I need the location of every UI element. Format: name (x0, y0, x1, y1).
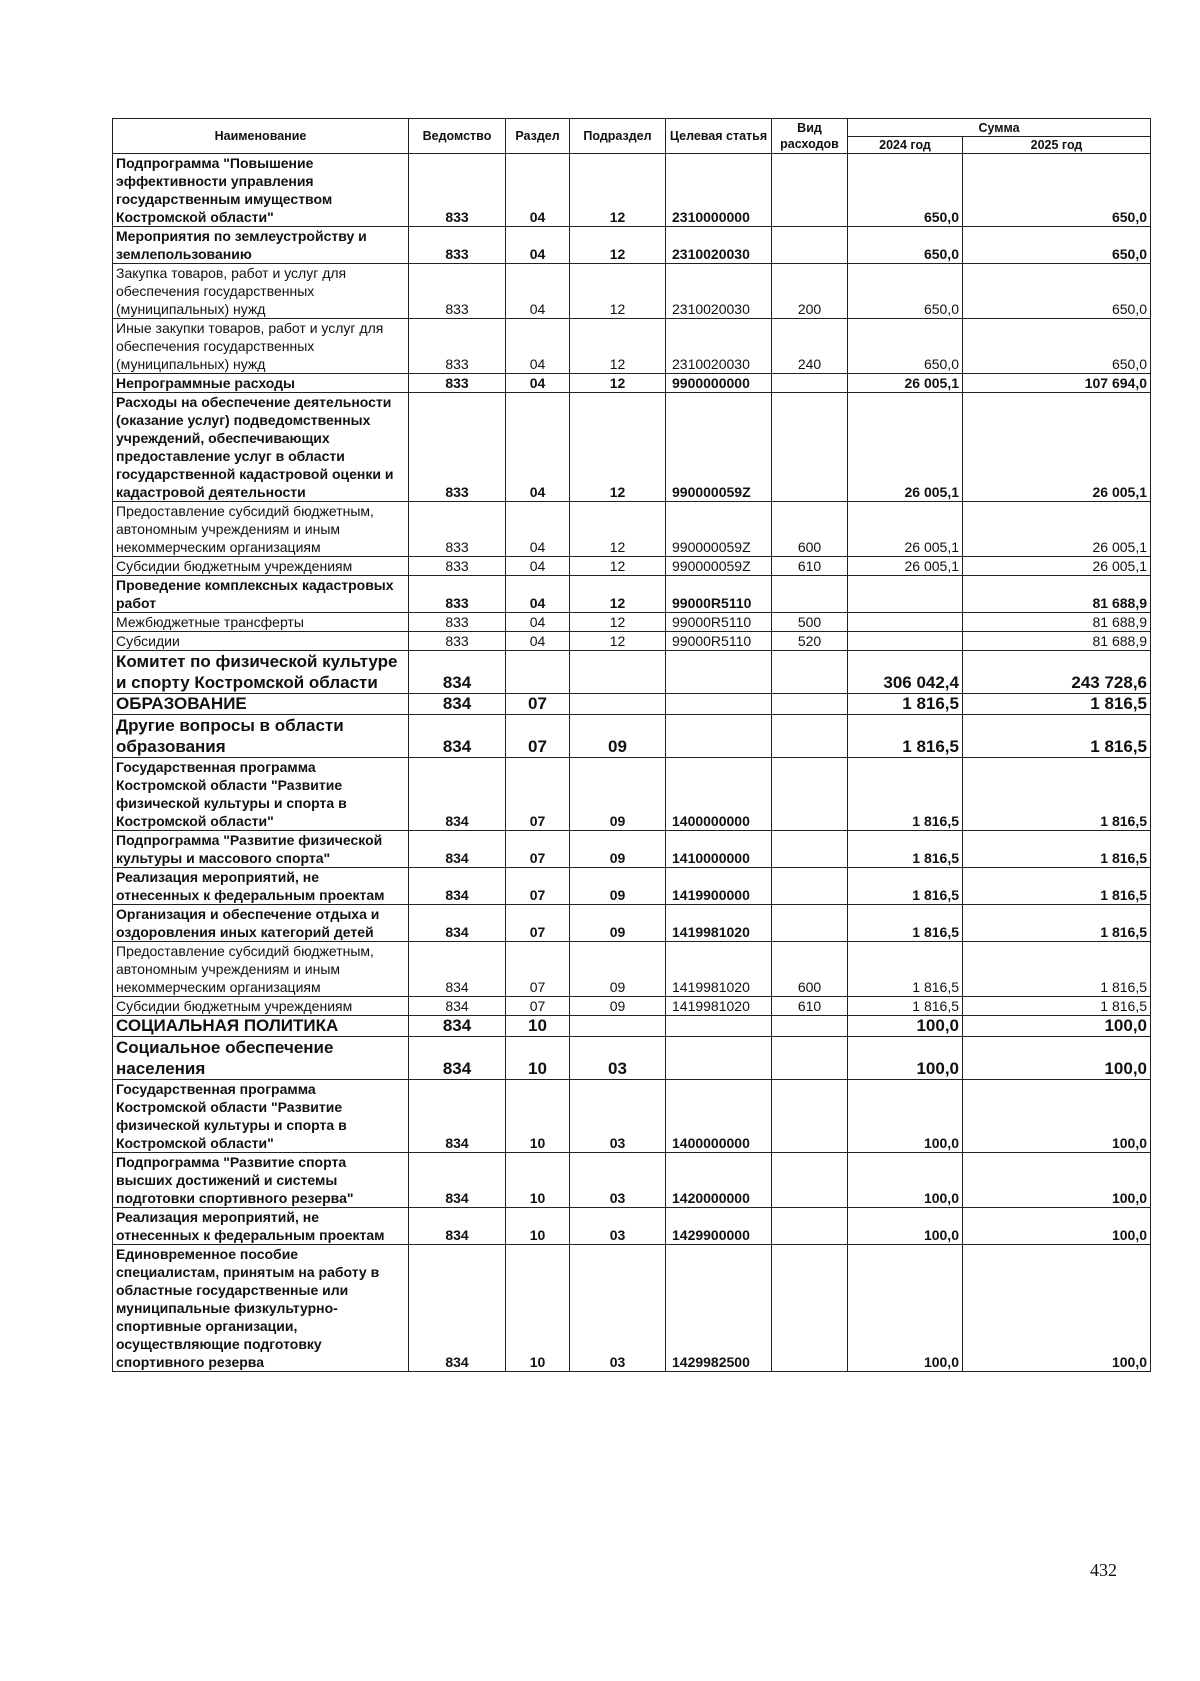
row-sum-2025-cell: 26 005,1 (963, 557, 1151, 576)
row-expense-type-cell: 610 (772, 557, 848, 576)
row-name-cell: Проведение комплексных кадастровых работ (113, 576, 409, 613)
row-sum-2024-cell: 650,0 (848, 227, 963, 264)
row-section-cell: 07 (506, 831, 570, 868)
row-subsection-cell: 12 (570, 557, 666, 576)
row-sum-2025-cell: 650,0 (963, 319, 1151, 374)
row-subsection-cell: 09 (570, 905, 666, 942)
row-name-cell: Подпрограмма "Развитие спорта высших достижений и системы подготовки спортивного резерва" (113, 1153, 409, 1208)
row-department-cell: 833 (409, 154, 506, 227)
row-sum-2025-cell: 1 816,5 (963, 997, 1151, 1016)
row-expense-type-cell (772, 1245, 848, 1372)
row-sum-2025-cell: 243 728,6 (963, 651, 1151, 694)
row-name-cell: Реализация мероприятий, не отнесенных к федеральным проектам (113, 1208, 409, 1245)
header-year-2024: 2024 год (848, 137, 963, 154)
row-expense-type-cell (772, 715, 848, 758)
row-sum-2024-cell: 1 816,5 (848, 942, 963, 997)
row-expense-type-cell (772, 905, 848, 942)
page-number: 432 (1090, 1560, 1117, 1580)
row-department-cell: 834 (409, 997, 506, 1016)
row-target-article-cell: 990000059Z (666, 393, 772, 502)
row-expense-type-cell (772, 651, 848, 694)
row-name-cell: Иные закупки товаров, работ и услуг для обеспечения государственных (муниципальных) нужд (113, 319, 409, 374)
row-sum-2025-cell: 100,0 (963, 1037, 1151, 1080)
row-sum-2024-cell: 650,0 (848, 154, 963, 227)
row-department-cell: 834 (409, 694, 506, 715)
row-target-article-cell: 9900000000 (666, 374, 772, 393)
row-subsection-cell: 12 (570, 374, 666, 393)
row-name-cell: Субсидии бюджетным учреждениям (113, 557, 409, 576)
row-name-cell: Межбюджетные трансферты (113, 613, 409, 632)
header-year-2025: 2025 год (963, 137, 1151, 154)
row-department-cell: 834 (409, 1037, 506, 1080)
row-section-cell: 10 (506, 1208, 570, 1245)
row-target-article-cell (666, 715, 772, 758)
row-sum-2025-cell: 1 816,5 (963, 831, 1151, 868)
row-sum-2024-cell: 306 042,4 (848, 651, 963, 694)
row-sum-2024-cell: 1 816,5 (848, 694, 963, 715)
row-sum-2024-cell: 1 816,5 (848, 758, 963, 831)
row-expense-type-cell (772, 1080, 848, 1153)
row-sum-2024-cell: 26 005,1 (848, 393, 963, 502)
row-department-cell: 833 (409, 374, 506, 393)
row-sum-2024-cell: 100,0 (848, 1016, 963, 1037)
row-department-cell: 833 (409, 502, 506, 557)
header-subsection: Подраздел (570, 119, 666, 154)
table-row (113, 1080, 1151, 1153)
row-department-cell: 834 (409, 905, 506, 942)
row-section-cell: 07 (506, 758, 570, 831)
row-section-cell: 04 (506, 502, 570, 557)
row-section-cell: 04 (506, 576, 570, 613)
row-target-article-cell: 1419900000 (666, 868, 772, 905)
row-department-cell: 834 (409, 651, 506, 694)
row-target-article-cell: 990000059Z (666, 557, 772, 576)
row-subsection-cell: 03 (570, 1245, 666, 1372)
row-sum-2025-cell: 1 816,5 (963, 905, 1151, 942)
header-section: Раздел (506, 119, 570, 154)
row-sum-2024-cell: 1 816,5 (848, 905, 963, 942)
row-subsection-cell (570, 694, 666, 715)
row-target-article-cell: 990000059Z (666, 502, 772, 557)
row-section-cell: 10 (506, 1153, 570, 1208)
row-subsection-cell: 12 (570, 613, 666, 632)
row-sum-2024-cell: 650,0 (848, 264, 963, 319)
row-target-article-cell (666, 1037, 772, 1080)
row-department-cell: 833 (409, 557, 506, 576)
row-department-cell: 834 (409, 715, 506, 758)
row-target-article-cell: 1429900000 (666, 1208, 772, 1245)
table-row (113, 694, 1151, 715)
table-row (113, 154, 1151, 227)
row-name-cell: Единовременное пособие специалистам, принятым на работу в областные государственные или муниципальные физкультурно-спортивные организации, осуществляющие подготовку спортивного резерва (113, 1245, 409, 1372)
row-name-cell: Закупка товаров, работ и услуг для обеспечения государственных (муниципальных) нужд (113, 264, 409, 319)
row-target-article-cell: 1419981020 (666, 997, 772, 1016)
row-name-cell: Субсидии бюджетным учреждениям (113, 997, 409, 1016)
table-row (113, 1153, 1151, 1208)
row-name-cell: ОБРАЗОВАНИЕ (113, 694, 409, 715)
row-expense-type-cell (772, 227, 848, 264)
row-expense-type-cell (772, 576, 848, 613)
row-target-article-cell: 1420000000 (666, 1153, 772, 1208)
row-subsection-cell (570, 651, 666, 694)
row-subsection-cell: 03 (570, 1153, 666, 1208)
table-row (113, 557, 1151, 576)
row-subsection-cell: 12 (570, 632, 666, 651)
row-section-cell: 10 (506, 1080, 570, 1153)
table-row (113, 319, 1151, 374)
row-section-cell: 07 (506, 715, 570, 758)
table-row (113, 227, 1151, 264)
budget-table (112, 118, 1151, 1372)
row-name-cell: Организация и обеспечение отдыха и оздоровления иных категорий детей (113, 905, 409, 942)
row-name-cell: Субсидии (113, 632, 409, 651)
row-target-article-cell: 2310020030 (666, 227, 772, 264)
row-department-cell: 834 (409, 868, 506, 905)
row-subsection-cell: 03 (570, 1208, 666, 1245)
row-sum-2025-cell: 100,0 (963, 1208, 1151, 1245)
row-sum-2025-cell: 100,0 (963, 1245, 1151, 1372)
row-sum-2024-cell: 1 816,5 (848, 868, 963, 905)
row-section-cell: 07 (506, 868, 570, 905)
row-subsection-cell: 12 (570, 154, 666, 227)
row-sum-2024-cell: 1 816,5 (848, 831, 963, 868)
row-target-article-cell: 2310020030 (666, 319, 772, 374)
row-target-article-cell: 1419981020 (666, 942, 772, 997)
row-section-cell: 04 (506, 613, 570, 632)
row-subsection-cell: 12 (570, 502, 666, 557)
row-target-article-cell: 1410000000 (666, 831, 772, 868)
row-sum-2024-cell: 26 005,1 (848, 374, 963, 393)
row-subsection-cell: 09 (570, 868, 666, 905)
row-sum-2024-cell (848, 632, 963, 651)
row-expense-type-cell (772, 831, 848, 868)
row-expense-type-cell (772, 868, 848, 905)
row-name-cell: Подпрограмма "Повышение эффективности управления государственным имуществом Костромской области" (113, 154, 409, 227)
table-row (113, 905, 1151, 942)
row-sum-2025-cell: 650,0 (963, 227, 1151, 264)
row-section-cell: 10 (506, 1245, 570, 1372)
row-expense-type-cell (772, 1208, 848, 1245)
row-department-cell: 834 (409, 1080, 506, 1153)
row-section-cell (506, 651, 570, 694)
row-sum-2024-cell (848, 576, 963, 613)
row-expense-type-cell (772, 1153, 848, 1208)
row-department-cell: 834 (409, 1016, 506, 1037)
row-department-cell: 833 (409, 227, 506, 264)
table-row (113, 1208, 1151, 1245)
row-name-cell: Мероприятия по землеустройству и землепользованию (113, 227, 409, 264)
table-row (113, 942, 1151, 997)
row-sum-2025-cell: 1 816,5 (963, 758, 1151, 831)
header-sum: Сумма (848, 119, 1151, 137)
row-department-cell: 833 (409, 319, 506, 374)
row-sum-2024-cell: 1 816,5 (848, 997, 963, 1016)
row-sum-2025-cell: 1 816,5 (963, 868, 1151, 905)
row-department-cell: 833 (409, 632, 506, 651)
row-target-article-cell: 99000R5110 (666, 576, 772, 613)
row-sum-2024-cell: 100,0 (848, 1245, 963, 1372)
row-expense-type-cell (772, 694, 848, 715)
row-department-cell: 833 (409, 393, 506, 502)
row-expense-type-cell: 610 (772, 997, 848, 1016)
row-subsection-cell: 03 (570, 1080, 666, 1153)
row-sum-2025-cell: 650,0 (963, 154, 1151, 227)
table-row (113, 264, 1151, 319)
row-target-article-cell (666, 1016, 772, 1037)
table-row (113, 613, 1151, 632)
row-subsection-cell: 12 (570, 576, 666, 613)
row-name-cell: Предоставление субсидий бюджетным, автономным учреждениям и иным некоммерческим организациям (113, 942, 409, 997)
row-department-cell: 833 (409, 613, 506, 632)
row-sum-2024-cell: 100,0 (848, 1037, 963, 1080)
row-name-cell: Социальное обеспечение населения (113, 1037, 409, 1080)
row-section-cell: 04 (506, 154, 570, 227)
row-sum-2025-cell: 81 688,9 (963, 632, 1151, 651)
header-name: Наименование (113, 119, 409, 154)
row-section-cell: 04 (506, 632, 570, 651)
row-target-article-cell: 2310000000 (666, 154, 772, 227)
row-target-article-cell: 99000R5110 (666, 632, 772, 651)
row-section-cell: 04 (506, 557, 570, 576)
row-department-cell: 833 (409, 576, 506, 613)
row-section-cell: 07 (506, 905, 570, 942)
row-name-cell: Государственная программа Костромской области "Развитие физической культуры и спорта в Костромской области" (113, 1080, 409, 1153)
row-section-cell: 04 (506, 264, 570, 319)
row-expense-type-cell (772, 758, 848, 831)
row-expense-type-cell: 520 (772, 632, 848, 651)
row-section-cell: 04 (506, 319, 570, 374)
row-target-article-cell: 1419981020 (666, 905, 772, 942)
row-department-cell: 834 (409, 942, 506, 997)
row-sum-2025-cell: 26 005,1 (963, 502, 1151, 557)
table-row (113, 374, 1151, 393)
table-row (113, 1245, 1151, 1372)
row-sum-2025-cell: 100,0 (963, 1080, 1151, 1153)
table-row (113, 868, 1151, 905)
row-sum-2025-cell: 81 688,9 (963, 576, 1151, 613)
row-department-cell: 834 (409, 1208, 506, 1245)
table-row (113, 632, 1151, 651)
row-target-article-cell: 1429982500 (666, 1245, 772, 1372)
row-sum-2025-cell: 100,0 (963, 1153, 1151, 1208)
row-target-article-cell: 99000R5110 (666, 613, 772, 632)
row-sum-2024-cell: 26 005,1 (848, 502, 963, 557)
row-name-cell: Реализация мероприятий, не отнесенных к федеральным проектам (113, 868, 409, 905)
table-row (113, 576, 1151, 613)
table-row (113, 997, 1151, 1016)
row-subsection-cell: 12 (570, 264, 666, 319)
table-body (113, 154, 1151, 1372)
row-sum-2024-cell (848, 613, 963, 632)
row-subsection-cell: 09 (570, 758, 666, 831)
row-target-article-cell: 2310020030 (666, 264, 772, 319)
row-name-cell: Другие вопросы в области образования (113, 715, 409, 758)
row-subsection-cell (570, 1016, 666, 1037)
row-section-cell: 10 (506, 1037, 570, 1080)
row-expense-type-cell: 600 (772, 942, 848, 997)
row-subsection-cell: 03 (570, 1037, 666, 1080)
row-section-cell: 04 (506, 393, 570, 502)
row-name-cell: Комитет по физической культуре и спорту Костромской области (113, 651, 409, 694)
row-expense-type-cell (772, 374, 848, 393)
table-row (113, 831, 1151, 868)
budget-table-sheet (112, 118, 1150, 1372)
table-row (113, 502, 1151, 557)
row-sum-2025-cell: 650,0 (963, 264, 1151, 319)
row-expense-type-cell (772, 154, 848, 227)
row-name-cell: Непрограммные расходы (113, 374, 409, 393)
row-section-cell: 07 (506, 942, 570, 997)
table-row (113, 393, 1151, 502)
row-subsection-cell: 09 (570, 715, 666, 758)
row-expense-type-cell: 240 (772, 319, 848, 374)
row-expense-type-cell: 500 (772, 613, 848, 632)
row-sum-2024-cell: 100,0 (848, 1153, 963, 1208)
row-sum-2025-cell: 107 694,0 (963, 374, 1151, 393)
header-department: Ведомство (409, 119, 506, 154)
row-section-cell: 04 (506, 227, 570, 264)
row-expense-type-cell (772, 1037, 848, 1080)
row-department-cell: 834 (409, 831, 506, 868)
table-row (113, 715, 1151, 758)
row-target-article-cell: 1400000000 (666, 758, 772, 831)
row-name-cell: Расходы на обеспечение деятельности (оказание услуг) подведомственных учреждений, обеспечивающих предоставление услуг в области государственной кадастровой оценки и кадастровой деятельности (113, 393, 409, 502)
row-subsection-cell: 12 (570, 319, 666, 374)
row-section-cell: 04 (506, 374, 570, 393)
row-sum-2024-cell: 26 005,1 (848, 557, 963, 576)
row-sum-2025-cell: 1 816,5 (963, 942, 1151, 997)
row-name-cell: Предоставление субсидий бюджетным, автономным учреждениям и иным некоммерческим организациям (113, 502, 409, 557)
row-sum-2024-cell: 650,0 (848, 319, 963, 374)
row-target-article-cell (666, 651, 772, 694)
row-section-cell: 07 (506, 694, 570, 715)
row-subsection-cell: 12 (570, 393, 666, 502)
row-department-cell: 834 (409, 758, 506, 831)
row-sum-2025-cell: 1 816,5 (963, 694, 1151, 715)
row-department-cell: 834 (409, 1153, 506, 1208)
row-section-cell: 07 (506, 997, 570, 1016)
header-target-article: Целевая статья (666, 119, 772, 154)
row-sum-2025-cell: 81 688,9 (963, 613, 1151, 632)
row-sum-2024-cell: 100,0 (848, 1208, 963, 1245)
row-expense-type-cell (772, 393, 848, 502)
row-sum-2025-cell: 1 816,5 (963, 715, 1151, 758)
row-subsection-cell: 09 (570, 831, 666, 868)
row-name-cell: Подпрограмма "Развитие физической культуры и массового спорта" (113, 831, 409, 868)
table-row (113, 1016, 1151, 1037)
header-expense-type: Вид расходов (772, 119, 848, 154)
row-expense-type-cell (772, 1016, 848, 1037)
table-row (113, 1037, 1151, 1080)
row-department-cell: 833 (409, 264, 506, 319)
table-row (113, 758, 1151, 831)
row-target-article-cell (666, 694, 772, 715)
row-name-cell: СОЦИАЛЬНАЯ ПОЛИТИКА (113, 1016, 409, 1037)
row-name-cell: Государственная программа Костромской области "Развитие физической культуры и спорта в Костромской области" (113, 758, 409, 831)
row-section-cell: 10 (506, 1016, 570, 1037)
table-row (113, 651, 1151, 694)
row-subsection-cell: 12 (570, 227, 666, 264)
row-target-article-cell: 1400000000 (666, 1080, 772, 1153)
row-sum-2024-cell: 1 816,5 (848, 715, 963, 758)
row-subsection-cell: 09 (570, 997, 666, 1016)
row-sum-2024-cell: 100,0 (848, 1080, 963, 1153)
row-subsection-cell: 09 (570, 942, 666, 997)
row-expense-type-cell: 200 (772, 264, 848, 319)
row-department-cell: 834 (409, 1245, 506, 1372)
row-sum-2025-cell: 100,0 (963, 1016, 1151, 1037)
row-sum-2025-cell: 26 005,1 (963, 393, 1151, 502)
row-expense-type-cell: 600 (772, 502, 848, 557)
